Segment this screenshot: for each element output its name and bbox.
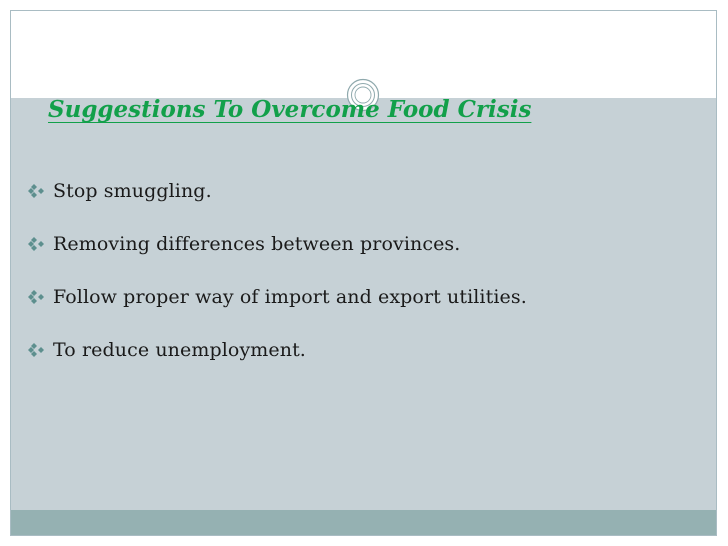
diamond-cluster-icon — [28, 237, 47, 251]
list-item — [28, 282, 527, 312]
bullet-text: Stop smuggling. — [53, 180, 212, 202]
list-item — [28, 176, 527, 206]
diamond-cluster-icon — [28, 184, 47, 198]
diamond-cluster-icon — [28, 343, 47, 357]
diamond-cluster-icon — [28, 290, 47, 304]
bullet-text: Follow proper way of import and export utilities. — [53, 286, 527, 308]
bullet-text: To reduce unemployment. — [53, 339, 306, 361]
list-item — [28, 229, 527, 259]
bullet-list — [28, 176, 527, 388]
list-item — [28, 335, 527, 365]
slide-title: Suggestions To Overcome Food Crisis — [48, 96, 532, 123]
footer-band — [11, 510, 716, 535]
bullet-text: Removing differences between provinces. — [53, 233, 461, 255]
